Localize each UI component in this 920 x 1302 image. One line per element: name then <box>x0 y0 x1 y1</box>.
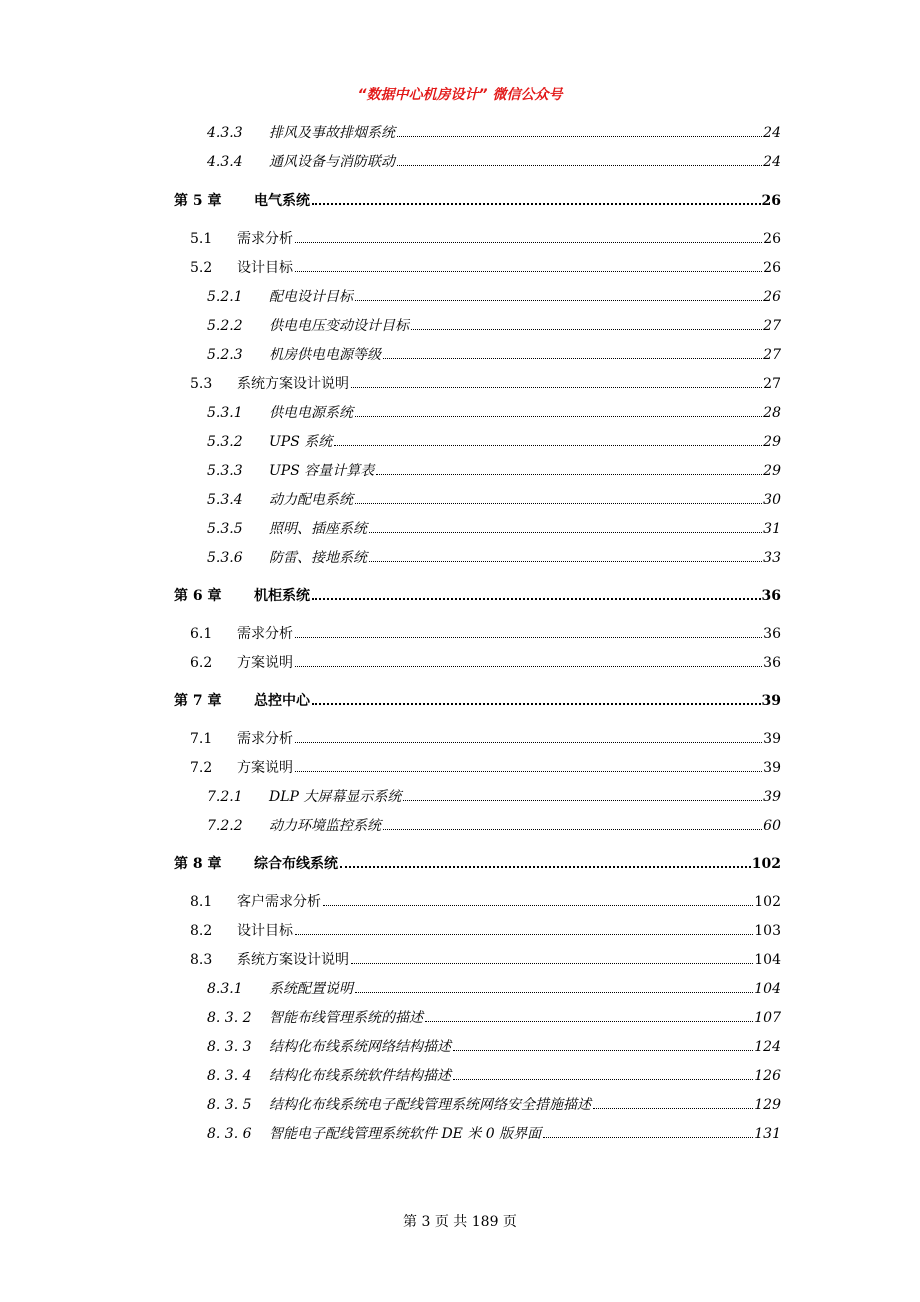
toc-entry-page: 131 <box>754 1126 781 1142</box>
toc-entry-page: 27 <box>763 347 781 363</box>
toc-entry-number: 5.3 <box>190 376 213 392</box>
toc-entry-page: 28 <box>763 405 781 421</box>
toc-dot-leader <box>340 865 751 868</box>
toc-entry-title: 综合布线系统 <box>254 856 338 872</box>
toc-dot-leader <box>453 1078 753 1080</box>
toc-entry-page: 126 <box>754 1068 781 1084</box>
toc-entry-number: 5.3.3 <box>207 463 243 479</box>
toc-entry[interactable] <box>207 151 781 171</box>
toc-dot-leader <box>543 1136 753 1138</box>
toc-entry[interactable] <box>190 257 781 277</box>
toc-entry-title: 需求分析 <box>237 626 293 642</box>
toc-entry-title: 防雷、接地系统 <box>269 550 367 566</box>
toc-dot-leader <box>295 241 762 243</box>
toc-entry[interactable] <box>174 190 781 210</box>
toc-entry[interactable] <box>207 489 781 509</box>
toc-entry-page: 107 <box>754 1010 781 1026</box>
toc-entry-page: 39 <box>761 693 781 709</box>
toc-dot-leader <box>403 799 762 801</box>
toc-entry[interactable] <box>190 891 781 911</box>
toc-entry[interactable] <box>207 547 781 567</box>
toc-entry[interactable] <box>190 623 781 643</box>
toc-entry[interactable] <box>190 949 781 969</box>
toc-entry[interactable] <box>190 728 781 748</box>
page-header-title: “数据中心机房设计” 微信公众号 <box>357 87 563 103</box>
toc-entry-number: 8. 3. 2 <box>207 1010 252 1026</box>
toc-dot-leader <box>295 270 762 272</box>
toc-entry[interactable] <box>190 228 781 248</box>
toc-entry-number: 第 8 章 <box>174 856 222 872</box>
toc-entry-page: 60 <box>763 818 781 834</box>
toc-entry-title: 总控中心 <box>254 693 310 709</box>
toc-entry-page: 26 <box>763 231 781 247</box>
toc-entry-number: 第 6 章 <box>174 588 222 604</box>
toc-entry-page: 103 <box>754 923 781 939</box>
toc-entry[interactable] <box>207 402 781 422</box>
toc-entry-title: UPS 系统 <box>269 434 333 450</box>
toc-entry-title: DLP 大屏幕显示系统 <box>269 789 402 805</box>
toc-entry-title: 电气系统 <box>254 193 310 209</box>
toc-dot-leader <box>351 962 753 964</box>
toc-entry-number: 5.3.2 <box>207 434 243 450</box>
toc-entry-title: 通风设备与消防联动 <box>269 154 395 170</box>
toc-entry-number: 5.3.4 <box>207 492 243 508</box>
toc-entry[interactable] <box>207 315 781 335</box>
toc-dot-leader <box>355 299 762 301</box>
toc-entry-title: 供电电压变动设计目标 <box>269 318 409 334</box>
toc-entry-title: 系统方案设计说明 <box>237 376 349 392</box>
toc-dot-leader <box>295 770 762 772</box>
toc-entry-page: 26 <box>763 260 781 276</box>
toc-entry-title: 供电电源系统 <box>269 405 353 421</box>
toc-entry-page: 29 <box>763 434 781 450</box>
toc-dot-leader <box>383 828 762 830</box>
toc-entry-title: 设计目标 <box>237 923 293 939</box>
page-footer: 第 3 页 共 189 页 <box>403 1214 517 1230</box>
toc-dot-leader <box>355 502 762 504</box>
toc-entry[interactable] <box>207 815 781 835</box>
toc-entry-page: 39 <box>763 760 781 776</box>
toc-entry[interactable] <box>207 786 781 806</box>
toc-entry-page: 36 <box>763 626 781 642</box>
toc-dot-leader <box>397 135 762 137</box>
toc-entry-number: 5.1 <box>190 231 213 247</box>
toc-entry-page: 39 <box>763 731 781 747</box>
toc-entry-number: 6.1 <box>190 626 213 642</box>
toc-entry-page: 33 <box>763 550 781 566</box>
toc-dot-leader <box>593 1107 753 1109</box>
toc-entry-page: 36 <box>761 588 781 604</box>
toc-entry-title: 机柜系统 <box>254 588 310 604</box>
toc-entry-page: 30 <box>763 492 781 508</box>
toc-entry-page: 24 <box>763 125 781 141</box>
toc-entry[interactable] <box>190 652 781 672</box>
toc-dot-leader <box>369 560 762 562</box>
toc-entry-number: 5.2 <box>190 260 213 276</box>
toc-entry-page: 27 <box>763 318 781 334</box>
toc-entry-number: 第 7 章 <box>174 693 222 709</box>
toc-entry-title: 客户需求分析 <box>237 894 321 910</box>
toc-entry[interactable] <box>207 1007 781 1027</box>
toc-entry-number: 7.1 <box>190 731 213 747</box>
toc-dot-leader <box>351 386 762 388</box>
toc-dot-leader <box>295 933 753 935</box>
toc-entry-title: 需求分析 <box>237 231 293 247</box>
toc-entry-title: 配电设计目标 <box>269 289 353 305</box>
toc-entry-page: 36 <box>763 655 781 671</box>
toc-dot-leader <box>376 473 762 475</box>
toc-entry[interactable] <box>207 431 781 451</box>
toc-entry-number: 7.2.1 <box>207 789 243 805</box>
toc-dot-leader <box>312 202 761 205</box>
toc-entry-title: 结构化布线系统网络结构描述 <box>269 1039 451 1055</box>
toc-entry-page: 24 <box>763 154 781 170</box>
toc-entry-page: 104 <box>754 981 781 997</box>
toc-dot-leader <box>312 702 761 705</box>
toc-entry-page: 102 <box>754 894 781 910</box>
toc-entry-title: 结构化布线系统电子配线管理系统网络安全措施描述 <box>269 1097 591 1113</box>
toc-entry-title: 动力配电系统 <box>269 492 353 508</box>
toc-entry[interactable] <box>207 122 781 142</box>
toc-dot-leader <box>334 444 762 446</box>
toc-entry-title: 系统方案设计说明 <box>237 952 349 968</box>
toc-entry-number: 8.1 <box>190 894 213 910</box>
toc-entry-page: 26 <box>763 289 781 305</box>
toc-entry-number: 5.3.1 <box>207 405 243 421</box>
toc-entry-page: 124 <box>754 1039 781 1055</box>
toc-entry-title: 机房供电电源等级 <box>269 347 381 363</box>
toc-entry-number: 5.3.6 <box>207 550 243 566</box>
toc-dot-leader <box>453 1049 753 1051</box>
toc-entry-number: 第 5 章 <box>174 193 222 209</box>
toc-entry[interactable] <box>207 344 781 364</box>
toc-entry-page: 104 <box>754 952 781 968</box>
toc-dot-leader <box>411 328 762 330</box>
toc-dot-leader <box>425 1020 753 1022</box>
toc-entry-title: 照明、插座系统 <box>269 521 367 537</box>
toc-entry-page: 26 <box>761 193 781 209</box>
toc-entry-title: UPS 容量计算表 <box>269 463 375 479</box>
toc-entry[interactable] <box>207 1036 781 1056</box>
toc-entry[interactable] <box>207 978 781 998</box>
toc-dot-leader <box>355 991 753 993</box>
toc-dot-leader <box>369 531 762 533</box>
toc-entry-number: 7.2.2 <box>207 818 243 834</box>
toc-entry[interactable] <box>207 518 781 538</box>
toc-entry[interactable] <box>174 853 781 873</box>
toc-dot-leader <box>295 665 762 667</box>
toc-entry-page: 31 <box>763 521 781 537</box>
toc-entry-title: 设计目标 <box>237 260 293 276</box>
toc-entry[interactable] <box>190 757 781 777</box>
toc-entry-page: 129 <box>754 1097 781 1113</box>
toc-dot-leader <box>312 597 761 600</box>
toc-entry-title: 方案说明 <box>237 655 293 671</box>
toc-entry[interactable] <box>174 690 781 710</box>
toc-entry-number: 5.2.2 <box>207 318 243 334</box>
toc-entry-title: 结构化布线系统软件结构描述 <box>269 1068 451 1084</box>
toc-entry-number: 5.2.1 <box>207 289 243 305</box>
toc-entry-number: 6.2 <box>190 655 213 671</box>
toc-dot-leader <box>397 164 762 166</box>
toc-entry-number: 4.3.4 <box>207 154 243 170</box>
toc-entry-number: 8. 3. 4 <box>207 1068 252 1084</box>
toc-dot-leader <box>355 415 762 417</box>
toc-entry-number: 8. 3. 6 <box>207 1126 252 1142</box>
toc-entry[interactable] <box>207 1065 781 1085</box>
toc-entry-title: 需求分析 <box>237 731 293 747</box>
toc-entry-number: 5.3.5 <box>207 521 243 537</box>
toc-dot-leader <box>295 636 762 638</box>
toc-entry[interactable] <box>207 460 781 480</box>
toc-dot-leader <box>295 741 762 743</box>
toc-entry-title: 系统配置说明 <box>269 981 353 997</box>
toc-entry-title: 方案说明 <box>237 760 293 776</box>
toc-entry-number: 5.2.3 <box>207 347 243 363</box>
toc-dot-leader <box>383 357 762 359</box>
toc-entry-number: 4.3.3 <box>207 125 243 141</box>
toc-entry-page: 27 <box>763 376 781 392</box>
toc-entry-title: 排风及事故排烟系统 <box>269 125 395 141</box>
toc-dot-leader <box>323 904 753 906</box>
toc-entry[interactable] <box>190 920 781 940</box>
toc-entry-title: 动力环境监控系统 <box>269 818 381 834</box>
toc-entry-number: 8.3.1 <box>207 981 243 997</box>
toc-entry[interactable] <box>174 585 781 605</box>
toc-entry-page: 29 <box>763 463 781 479</box>
toc-entry-number: 8. 3. 5 <box>207 1097 252 1113</box>
toc-entry-number: 8.2 <box>190 923 213 939</box>
toc-entry[interactable] <box>207 1094 781 1114</box>
toc-entry[interactable] <box>207 286 781 306</box>
toc-entry[interactable] <box>207 1123 781 1143</box>
toc-entry-number: 8. 3. 3 <box>207 1039 252 1055</box>
toc-entry-number: 7.2 <box>190 760 213 776</box>
toc-entry-page: 102 <box>751 856 781 872</box>
toc-entry-number: 8.3 <box>190 952 213 968</box>
toc-entry-title: 智能电子配线管理系统软件 DE 米 0 版界面 <box>269 1126 542 1142</box>
toc-entry-page: 39 <box>763 789 781 805</box>
toc-entry-title: 智能布线管理系统的描述 <box>269 1010 423 1026</box>
toc-entry[interactable] <box>190 373 781 393</box>
